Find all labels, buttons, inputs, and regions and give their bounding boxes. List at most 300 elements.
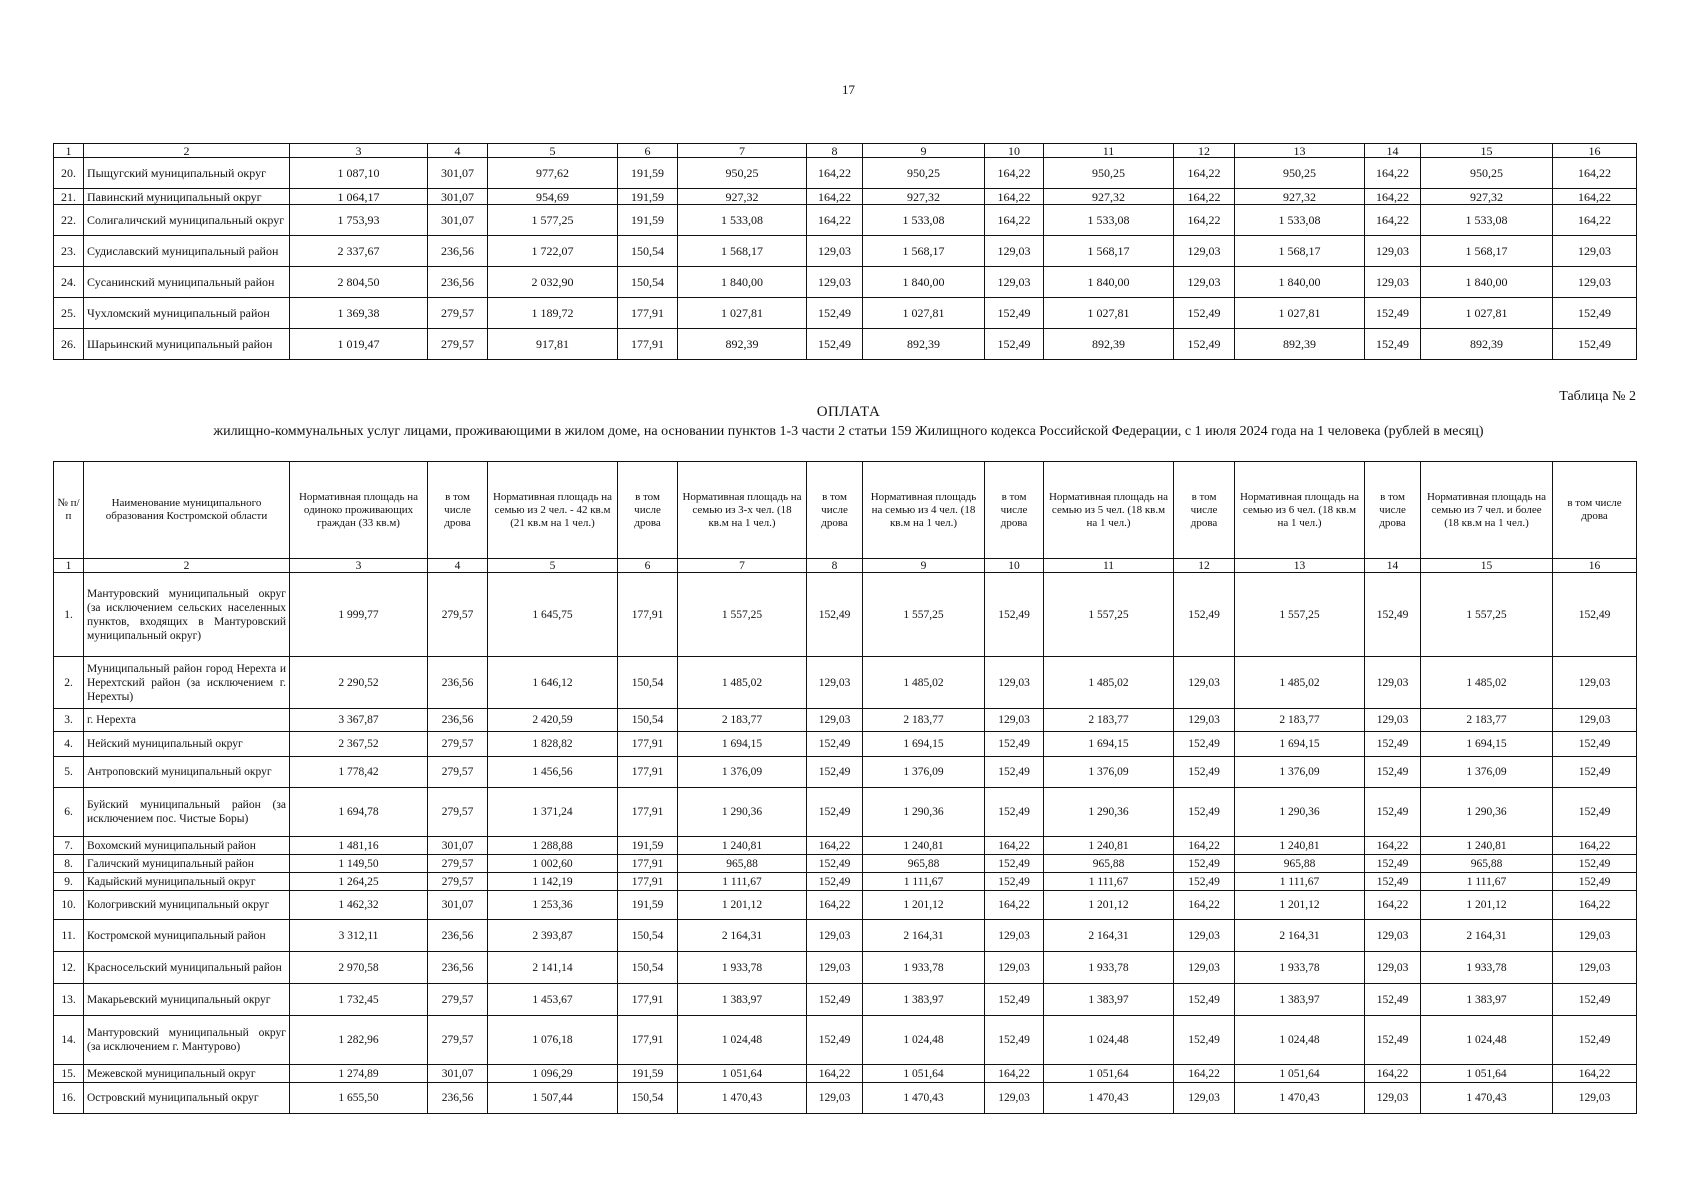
- municipality-name: Кадыйский муниципальный округ: [84, 873, 290, 891]
- value-cell: 129,03: [1553, 920, 1637, 952]
- value-cell: 301,07: [428, 189, 488, 205]
- value-cell: 1 111,67: [678, 873, 807, 891]
- value-cell: 1 282,96: [290, 1016, 428, 1065]
- value-cell: 1 840,00: [863, 267, 985, 298]
- column-header: Наименование муниципального образования Костромской области: [84, 462, 290, 559]
- value-cell: 152,49: [985, 732, 1044, 757]
- column-number: 10: [985, 144, 1044, 158]
- value-cell: 150,54: [618, 952, 678, 984]
- value-cell: 129,03: [807, 267, 863, 298]
- table-row: [54, 189, 1637, 205]
- row-number: 5.: [54, 757, 84, 788]
- column-header: в том числе дрова: [618, 462, 678, 559]
- column-number: 13: [1235, 144, 1365, 158]
- value-cell: 129,03: [807, 657, 863, 709]
- value-cell: 236,56: [428, 920, 488, 952]
- column-number: 10: [985, 559, 1044, 573]
- value-cell: 279,57: [428, 984, 488, 1016]
- value-cell: 164,22: [1174, 205, 1235, 236]
- column-header: Нормативная площадь на семью из 2 чел. - 42 кв.м (21 кв.м на 1 чел.): [488, 462, 618, 559]
- value-cell: 1 201,12: [863, 891, 985, 920]
- column-number: 2: [84, 144, 290, 158]
- column-header: в том числе дрова: [985, 462, 1044, 559]
- row-number: 23.: [54, 236, 84, 267]
- value-cell: 2 183,77: [1421, 709, 1553, 732]
- row-number: 13.: [54, 984, 84, 1016]
- value-cell: 177,91: [618, 298, 678, 329]
- value-cell: 950,25: [1421, 158, 1553, 189]
- value-cell: 1 383,97: [1235, 984, 1365, 1016]
- value-cell: 152,49: [807, 855, 863, 873]
- value-cell: 152,49: [985, 573, 1044, 657]
- value-cell: 236,56: [428, 1083, 488, 1114]
- value-cell: 152,49: [1365, 298, 1421, 329]
- table-row: [54, 837, 1637, 855]
- value-cell: 129,03: [1365, 267, 1421, 298]
- value-cell: 950,25: [863, 158, 985, 189]
- value-cell: 279,57: [428, 573, 488, 657]
- value-cell: 129,03: [1365, 657, 1421, 709]
- value-cell: 164,22: [985, 1065, 1044, 1083]
- value-cell: 129,03: [985, 236, 1044, 267]
- value-cell: 927,32: [863, 189, 985, 205]
- value-cell: 1 568,17: [1421, 236, 1553, 267]
- value-cell: 1 024,48: [863, 1016, 985, 1065]
- row-number: 10.: [54, 891, 84, 920]
- value-cell: 164,22: [807, 189, 863, 205]
- value-cell: 164,22: [1553, 189, 1637, 205]
- value-cell: 1 577,25: [488, 205, 618, 236]
- row-number: 1.: [54, 573, 84, 657]
- column-header: в том числе дрова: [1553, 462, 1637, 559]
- value-cell: 2 164,31: [1044, 920, 1174, 952]
- value-cell: 129,03: [985, 709, 1044, 732]
- value-cell: 2 393,87: [488, 920, 618, 952]
- value-cell: 279,57: [428, 1016, 488, 1065]
- value-cell: 927,32: [1421, 189, 1553, 205]
- value-cell: 1 933,78: [1044, 952, 1174, 984]
- value-cell: 1 111,67: [1044, 873, 1174, 891]
- column-number: 16: [1553, 559, 1637, 573]
- value-cell: 164,22: [1174, 891, 1235, 920]
- value-cell: 1 051,64: [1235, 1065, 1365, 1083]
- value-cell: 129,03: [1553, 952, 1637, 984]
- value-cell: 152,49: [985, 984, 1044, 1016]
- value-cell: 1 024,48: [1235, 1016, 1365, 1065]
- column-number: 2: [84, 559, 290, 573]
- value-cell: 1 778,42: [290, 757, 428, 788]
- value-cell: 129,03: [1174, 952, 1235, 984]
- value-cell: 164,22: [1553, 891, 1637, 920]
- value-cell: 1 002,60: [488, 855, 618, 873]
- municipality-name: Судиславский муниципальный район: [84, 236, 290, 267]
- value-cell: 1 076,18: [488, 1016, 618, 1065]
- value-cell: 301,07: [428, 1065, 488, 1083]
- value-cell: 152,49: [985, 788, 1044, 837]
- value-cell: 152,49: [1365, 329, 1421, 360]
- value-cell: 1 485,02: [1235, 657, 1365, 709]
- value-cell: 1 383,97: [1044, 984, 1174, 1016]
- value-cell: 177,91: [618, 757, 678, 788]
- value-cell: 236,56: [428, 952, 488, 984]
- value-cell: 129,03: [1365, 1083, 1421, 1114]
- value-cell: 1 470,43: [1044, 1083, 1174, 1114]
- value-cell: 279,57: [428, 873, 488, 891]
- value-cell: 152,49: [1553, 757, 1637, 788]
- value-cell: 152,49: [807, 873, 863, 891]
- column-header: Нормативная площадь на семью из 6 чел. (18 кв.м на 1 чел.): [1235, 462, 1365, 559]
- value-cell: 1 201,12: [1421, 891, 1553, 920]
- value-cell: 1 383,97: [1421, 984, 1553, 1016]
- value-cell: 191,59: [618, 891, 678, 920]
- value-cell: 129,03: [1553, 1083, 1637, 1114]
- value-cell: 129,03: [807, 709, 863, 732]
- value-cell: 1 999,77: [290, 573, 428, 657]
- row-number: 20.: [54, 158, 84, 189]
- value-cell: 1 533,08: [1044, 205, 1174, 236]
- value-cell: 1 149,50: [290, 855, 428, 873]
- value-cell: 1 288,88: [488, 837, 618, 855]
- value-cell: 152,49: [985, 757, 1044, 788]
- column-number: 12: [1174, 559, 1235, 573]
- value-cell: 152,49: [1365, 573, 1421, 657]
- value-cell: 2 032,90: [488, 267, 618, 298]
- municipality-name: Макарьевский муниципальный округ: [84, 984, 290, 1016]
- value-cell: 150,54: [618, 1083, 678, 1114]
- value-cell: 1 274,89: [290, 1065, 428, 1083]
- value-cell: 301,07: [428, 205, 488, 236]
- value-cell: 1 096,29: [488, 1065, 618, 1083]
- value-cell: 1 694,15: [863, 732, 985, 757]
- column-number: 7: [678, 559, 807, 573]
- value-cell: 164,22: [1553, 158, 1637, 189]
- row-number: 4.: [54, 732, 84, 757]
- value-cell: 1 051,64: [1044, 1065, 1174, 1083]
- value-cell: 1 732,45: [290, 984, 428, 1016]
- value-cell: 279,57: [428, 788, 488, 837]
- column-number: 13: [1235, 559, 1365, 573]
- value-cell: 1 694,15: [1044, 732, 1174, 757]
- value-cell: 1 376,09: [1235, 757, 1365, 788]
- column-number-row: [54, 144, 1637, 158]
- value-cell: 177,91: [618, 873, 678, 891]
- table-row: [54, 657, 1637, 709]
- column-header: в том числе дрова: [1174, 462, 1235, 559]
- value-cell: 152,49: [1174, 873, 1235, 891]
- column-header: № п/п: [54, 462, 84, 559]
- value-cell: 1 290,36: [1421, 788, 1553, 837]
- value-cell: 164,22: [1174, 158, 1235, 189]
- table-row: [54, 920, 1637, 952]
- value-cell: 129,03: [1174, 267, 1235, 298]
- value-cell: 279,57: [428, 757, 488, 788]
- value-cell: 164,22: [1553, 837, 1637, 855]
- municipality-name: Галичский муниципальный район: [84, 855, 290, 873]
- row-number: 11.: [54, 920, 84, 952]
- column-number: 9: [863, 144, 985, 158]
- value-cell: 965,88: [1235, 855, 1365, 873]
- value-cell: 1 024,48: [1044, 1016, 1174, 1065]
- table-row: [54, 1083, 1637, 1114]
- table-row: [54, 298, 1637, 329]
- value-cell: 129,03: [1174, 920, 1235, 952]
- municipality-name: Чухломский муниципальный район: [84, 298, 290, 329]
- value-cell: 2 367,52: [290, 732, 428, 757]
- value-cell: 1 753,93: [290, 205, 428, 236]
- municipality-name: Мантуровский муниципальный округ (за исключением сельских населенных пунктов, входящих в Мантуровский муниципальный округ): [84, 573, 290, 657]
- value-cell: 236,56: [428, 709, 488, 732]
- row-number: 3.: [54, 709, 84, 732]
- value-cell: 892,39: [678, 329, 807, 360]
- value-cell: 129,03: [1553, 267, 1637, 298]
- value-cell: 177,91: [618, 855, 678, 873]
- value-cell: 152,49: [1553, 788, 1637, 837]
- value-cell: 191,59: [618, 1065, 678, 1083]
- value-cell: 152,49: [1365, 984, 1421, 1016]
- municipality-name: Островский муниципальный округ: [84, 1083, 290, 1114]
- value-cell: 129,03: [1553, 657, 1637, 709]
- municipality-name: Павинский муниципальный округ: [84, 189, 290, 205]
- value-cell: 129,03: [1365, 920, 1421, 952]
- value-cell: 152,49: [1174, 573, 1235, 657]
- value-cell: 1 470,43: [678, 1083, 807, 1114]
- value-cell: 164,22: [807, 205, 863, 236]
- column-number: 4: [428, 144, 488, 158]
- value-cell: 1 051,64: [678, 1065, 807, 1083]
- value-cell: 1 645,75: [488, 573, 618, 657]
- value-cell: 129,03: [1553, 709, 1637, 732]
- value-cell: 164,22: [1553, 1065, 1637, 1083]
- value-cell: 279,57: [428, 329, 488, 360]
- column-number: 6: [618, 144, 678, 158]
- value-cell: 177,91: [618, 732, 678, 757]
- value-cell: 1 201,12: [1044, 891, 1174, 920]
- value-cell: 1 240,81: [1421, 837, 1553, 855]
- row-number: 25.: [54, 298, 84, 329]
- value-cell: 152,49: [1365, 873, 1421, 891]
- value-cell: 152,49: [1553, 873, 1637, 891]
- value-cell: 150,54: [618, 267, 678, 298]
- value-cell: 954,69: [488, 189, 618, 205]
- column-number: 5: [488, 559, 618, 573]
- value-cell: 1 557,25: [863, 573, 985, 657]
- value-cell: 1 568,17: [1044, 236, 1174, 267]
- value-cell: 1 371,24: [488, 788, 618, 837]
- value-cell: 1 240,81: [1235, 837, 1365, 855]
- municipality-name: Солигаличский муниципальный округ: [84, 205, 290, 236]
- value-cell: 2 804,50: [290, 267, 428, 298]
- value-cell: 152,49: [1174, 298, 1235, 329]
- value-cell: 3 367,87: [290, 709, 428, 732]
- value-cell: 164,22: [1365, 189, 1421, 205]
- column-header: Нормативная площадь на семью из 4 чел. (18 кв.м на 1 чел.): [863, 462, 985, 559]
- value-cell: 152,49: [807, 573, 863, 657]
- value-cell: 164,22: [985, 205, 1044, 236]
- municipality-name: г. Нерехта: [84, 709, 290, 732]
- column-number: 1: [54, 144, 84, 158]
- value-cell: 1 840,00: [1044, 267, 1174, 298]
- value-cell: 152,49: [807, 757, 863, 788]
- value-cell: 1 933,78: [1235, 952, 1365, 984]
- value-cell: 1 485,02: [678, 657, 807, 709]
- table-row: [54, 732, 1637, 757]
- value-cell: 129,03: [1365, 952, 1421, 984]
- row-number: 21.: [54, 189, 84, 205]
- value-cell: 129,03: [1365, 236, 1421, 267]
- value-cell: 164,22: [985, 837, 1044, 855]
- value-cell: 1 087,10: [290, 158, 428, 189]
- row-number: 7.: [54, 837, 84, 855]
- column-number: 3: [290, 559, 428, 573]
- value-cell: 1 568,17: [678, 236, 807, 267]
- value-cell: 1 027,81: [1421, 298, 1553, 329]
- value-cell: 1 027,81: [863, 298, 985, 329]
- value-cell: 164,22: [1365, 205, 1421, 236]
- value-cell: 152,49: [1553, 732, 1637, 757]
- row-number: 6.: [54, 788, 84, 837]
- value-cell: 150,54: [618, 236, 678, 267]
- value-cell: 1 189,72: [488, 298, 618, 329]
- row-number: 14.: [54, 1016, 84, 1065]
- value-cell: 177,91: [618, 573, 678, 657]
- value-cell: 152,49: [1174, 329, 1235, 360]
- value-cell: 279,57: [428, 855, 488, 873]
- value-cell: 1 470,43: [1235, 1083, 1365, 1114]
- value-cell: 152,49: [985, 298, 1044, 329]
- value-cell: 150,54: [618, 657, 678, 709]
- column-header: в том числе дрова: [1365, 462, 1421, 559]
- column-number: 3: [290, 144, 428, 158]
- value-cell: 1 470,43: [863, 1083, 985, 1114]
- value-cell: 1 533,08: [1235, 205, 1365, 236]
- value-cell: 1 376,09: [1044, 757, 1174, 788]
- row-number: 9.: [54, 873, 84, 891]
- value-cell: 1 383,97: [678, 984, 807, 1016]
- value-cell: 152,49: [985, 329, 1044, 360]
- value-cell: 2 183,77: [1235, 709, 1365, 732]
- value-cell: 2 183,77: [1044, 709, 1174, 732]
- value-cell: 965,88: [1044, 855, 1174, 873]
- value-cell: 1 240,81: [678, 837, 807, 855]
- value-cell: 152,49: [1365, 855, 1421, 873]
- column-header: Нормативная площадь на семью из 3-х чел. (18 кв.м на 1 чел.): [678, 462, 807, 559]
- value-cell: 1 201,12: [1235, 891, 1365, 920]
- municipality-name: Мантуровский муниципальный округ (за исключением г. Мантурово): [84, 1016, 290, 1065]
- value-cell: 2 183,77: [678, 709, 807, 732]
- value-cell: 1 694,15: [1235, 732, 1365, 757]
- value-cell: 164,22: [807, 891, 863, 920]
- value-cell: 177,91: [618, 788, 678, 837]
- value-cell: 1 453,67: [488, 984, 618, 1016]
- value-cell: 965,88: [863, 855, 985, 873]
- value-cell: 1 507,44: [488, 1083, 618, 1114]
- value-cell: 1 694,78: [290, 788, 428, 837]
- value-cell: 150,54: [618, 920, 678, 952]
- value-cell: 129,03: [985, 1083, 1044, 1114]
- municipality-name: Сусанинский муниципальный район: [84, 267, 290, 298]
- value-cell: 2 164,31: [1421, 920, 1553, 952]
- value-cell: 1 024,48: [678, 1016, 807, 1065]
- row-number: 26.: [54, 329, 84, 360]
- value-cell: 152,49: [1365, 757, 1421, 788]
- municipality-name: Вохомский муниципальный район: [84, 837, 290, 855]
- value-cell: 3 312,11: [290, 920, 428, 952]
- value-cell: 2 164,31: [678, 920, 807, 952]
- value-cell: 279,57: [428, 732, 488, 757]
- value-cell: 1 840,00: [1421, 267, 1553, 298]
- value-cell: 152,49: [1365, 1016, 1421, 1065]
- column-header: Нормативная площадь на семью из 7 чел. и более (18 кв.м на 1 чел.): [1421, 462, 1553, 559]
- value-cell: 1 290,36: [1235, 788, 1365, 837]
- value-cell: 1 485,02: [863, 657, 985, 709]
- value-cell: 152,49: [1174, 984, 1235, 1016]
- value-cell: 1 376,09: [1421, 757, 1553, 788]
- value-cell: 191,59: [618, 205, 678, 236]
- column-number: 1: [54, 559, 84, 573]
- value-cell: 152,49: [1553, 298, 1637, 329]
- value-cell: 950,25: [1044, 158, 1174, 189]
- table-row: [54, 1065, 1637, 1083]
- value-cell: 301,07: [428, 891, 488, 920]
- column-number: 15: [1421, 144, 1553, 158]
- municipality-name: Муниципальный район город Нерехта и Нерехтский район (за исключением г. Нерехты): [84, 657, 290, 709]
- value-cell: 129,03: [807, 920, 863, 952]
- value-cell: 129,03: [985, 657, 1044, 709]
- column-header: в том числе дрова: [807, 462, 863, 559]
- value-cell: 152,49: [1553, 573, 1637, 657]
- value-cell: 1 557,25: [1235, 573, 1365, 657]
- table-subtitle: жилищно-коммунальных услуг лицами, проживающими в жилом доме, на основании пунктов 1-3 части 2 статьи 159 Жилищного кодекса Российской Федерации, с 1 июля 2024 года на 1 человека (рублей в месяц): [213, 424, 1484, 439]
- value-cell: 236,56: [428, 267, 488, 298]
- table-payment: [53, 461, 1637, 1114]
- value-cell: 191,59: [618, 189, 678, 205]
- value-cell: 965,88: [678, 855, 807, 873]
- row-number: 2.: [54, 657, 84, 709]
- value-cell: 927,32: [1044, 189, 1174, 205]
- value-cell: 279,57: [428, 298, 488, 329]
- column-number: 11: [1044, 559, 1174, 573]
- column-number: 12: [1174, 144, 1235, 158]
- value-cell: 950,25: [1235, 158, 1365, 189]
- value-cell: 977,62: [488, 158, 618, 189]
- column-header: Нормативная площадь на одиноко проживающих граждан (33 кв.м): [290, 462, 428, 559]
- value-cell: 1 290,36: [1044, 788, 1174, 837]
- value-cell: 129,03: [1174, 657, 1235, 709]
- value-cell: 129,03: [1174, 236, 1235, 267]
- value-cell: 892,39: [1421, 329, 1553, 360]
- column-number: 9: [863, 559, 985, 573]
- value-cell: 164,22: [1174, 189, 1235, 205]
- value-cell: 1 376,09: [678, 757, 807, 788]
- value-cell: 150,54: [618, 709, 678, 732]
- value-cell: 1 201,12: [678, 891, 807, 920]
- value-cell: 164,22: [1174, 837, 1235, 855]
- value-cell: 129,03: [1174, 709, 1235, 732]
- column-number: 15: [1421, 559, 1553, 573]
- table-row: [54, 236, 1637, 267]
- value-cell: 1 051,64: [863, 1065, 985, 1083]
- value-cell: 129,03: [985, 267, 1044, 298]
- value-cell: 2 183,77: [863, 709, 985, 732]
- column-number: 16: [1553, 144, 1637, 158]
- value-cell: 164,22: [1365, 158, 1421, 189]
- value-cell: 164,22: [985, 891, 1044, 920]
- table-row: [54, 873, 1637, 891]
- column-number: 5: [488, 144, 618, 158]
- row-number: 15.: [54, 1065, 84, 1083]
- value-cell: 129,03: [1174, 1083, 1235, 1114]
- value-cell: 1 568,17: [1235, 236, 1365, 267]
